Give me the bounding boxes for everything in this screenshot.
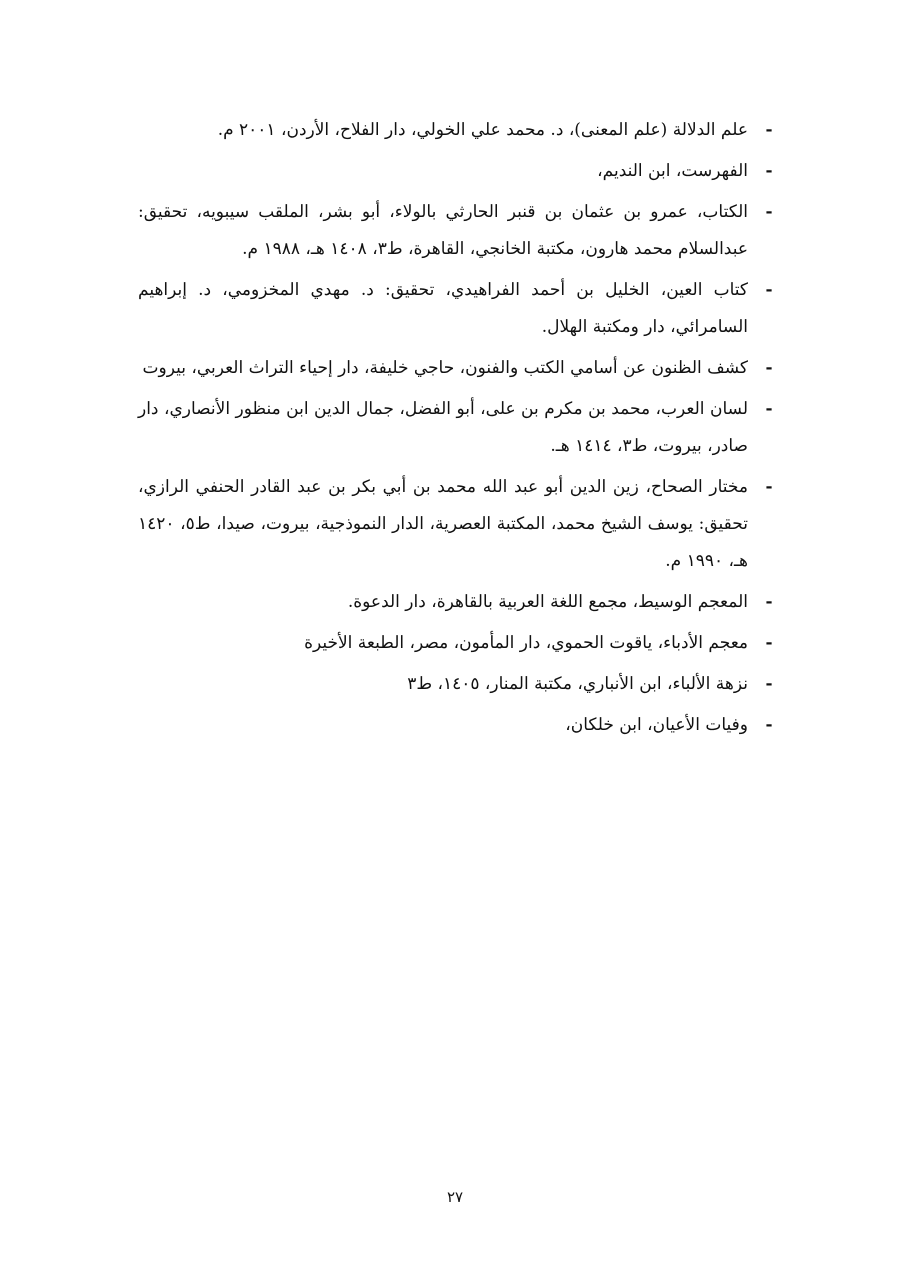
reference-text: كشف الظنون عن أسامي الكتب والفنون، حاجي خليفة، دار إحياء التراث العربي، بيروت (142, 358, 748, 378)
bullet-dash: - (765, 161, 773, 181)
bullet-dash: - (765, 633, 773, 653)
bullet-dash: - (765, 715, 773, 735)
reference-list (138, 112, 778, 748)
reference-item (138, 272, 778, 346)
bullet-dash: - (765, 399, 773, 419)
reference-text: معجم الأدباء، ياقوت الحموي، دار المأمون، مصر، الطبعة الأخيرة (304, 633, 748, 653)
reference-item (138, 666, 778, 703)
reference-text: وفيات الأعيان، ابن خلكان، (565, 715, 748, 735)
reference-item (138, 112, 778, 149)
page-number: ٢٧ (446, 1188, 464, 1206)
bullet-dash: - (765, 120, 773, 140)
bullet-dash: - (765, 202, 773, 222)
reference-item (138, 584, 778, 621)
reference-item (138, 194, 778, 268)
reference-text: مختار الصحاح، زين الدين أبو عبد الله محمد بن أبي بكر بن عبد القادر الحنفي الرازي، تحقيق: يوسف الشيخ محمد، المكتبة العصرية، الدار النموذجية، بيروت، صيدا، ط٥، ١٤٢٠ هـ، ١٩٩٠ م. (138, 477, 748, 571)
bullet-dash: - (765, 592, 773, 612)
bullet-dash: - (765, 674, 773, 694)
bullet-dash: - (765, 280, 773, 300)
bullet-dash: - (765, 358, 773, 378)
reference-text: المعجم الوسيط، مجمع اللغة العربية بالقاهرة، دار الدعوة. (347, 592, 748, 612)
reference-item (138, 391, 778, 465)
bullet-dash: - (765, 477, 773, 497)
reference-text: كتاب العين، الخليل بن أحمد الفراهيدي، تحقيق: د. مهدي المخزومي، د. إبراهيم السامرائي، دار ومكتبة الهلال. (138, 280, 748, 337)
reference-text: الكتاب، عمرو بن عثمان بن قنبر الحارثي بالولاء، أبو بشر، الملقب سيبويه، تحقيق: عبدالسلام محمد هارون، مكتبة الخانجي، القاهرة، ط٣، ١٤٠٨ هـ، ١٩٨٨ م. (138, 202, 748, 259)
reference-item (138, 469, 778, 580)
reference-item (138, 350, 778, 387)
reference-item (138, 153, 778, 190)
reference-text: نزهة الألباء، ابن الأنباري، مكتبة المنار، ١٤٠٥، ط٣ (407, 674, 748, 694)
reference-text: لسان العرب، محمد بن مكرم بن على، أبو الفضل، جمال الدين ابن منظور الأنصاري، دار صادر، بيروت، ط٣، ١٤١٤ هـ. (138, 399, 748, 456)
reference-item (138, 625, 778, 662)
reference-text: علم الدلالة (علم المعنى)، د. محمد علي الخولي، دار الفلاح، الأردن، ٢٠٠١ م. (217, 120, 748, 140)
reference-text: الفهرست، ابن النديم، (597, 161, 748, 181)
reference-item (138, 707, 778, 744)
